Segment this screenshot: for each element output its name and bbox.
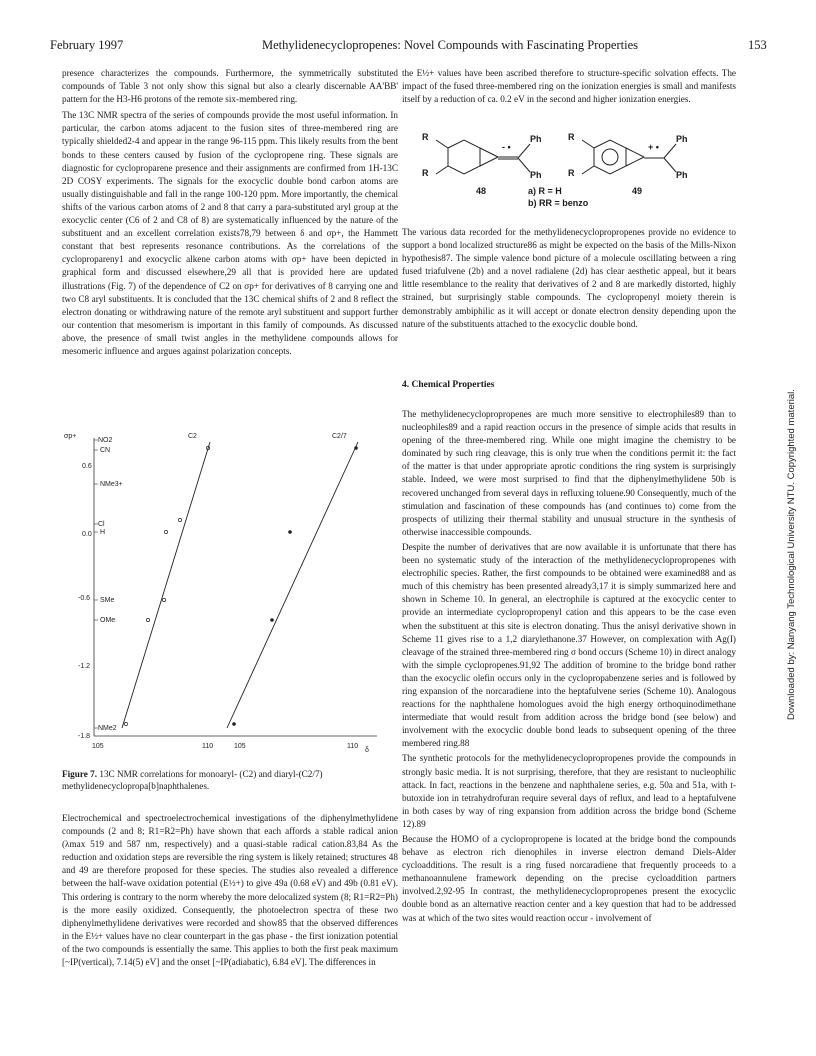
section-title: Chemical Properties xyxy=(411,380,495,390)
substituent-label: CN xyxy=(100,447,111,454)
ph-label: Ph xyxy=(676,134,688,144)
substituent-label: OMe xyxy=(100,617,116,624)
substituent-label: SMe xyxy=(100,597,115,604)
figure-label: Figure 7. xyxy=(62,769,98,779)
series-c2-points xyxy=(124,446,209,725)
y-tick-0: 0.0 xyxy=(82,531,92,538)
left-column-bottom xyxy=(62,812,398,969)
right-column-mid xyxy=(402,226,736,334)
running-title: Methylidenecyclopropenes: Novel Compounds with Fascinating Properties xyxy=(262,38,638,52)
y-tick-0.6: 0.6 xyxy=(82,463,92,470)
paragraph: The methylidenecyclopropropenes are much more sensitive to electrophiles89 than to nucleophiles89 and a rapid reaction occurs in the presence of simple acids that results in opening of the three-membered ring. While one might imagine the chemistry to be dominated by such ring cleavage, this is only true when the conditions permit it: the fact of the matter is that under appropriate aprotic conditions the ring system is surprisingly stable. Indeed, we were most surprised to find that the diphenylmethylidene 50b is recovered unchanged from several days in refluxing toluene.90 Consequently, much of the stimulation and fascination of these compounds has (and continues to) come from the prospects of utilizing their thermal stability and unusual structure in the synthesis of otherwise inaccessible compounds. xyxy=(402,409,736,537)
paragraph: The 13C NMR spectra of the series of compounds provide the most useful information. In particular, the carbon atoms adjacent to the fusion sites of three-membered ring are typically shielded2-4 and appear in the range 96-115 ppm. This likely results from the bent bonds to these centers caused by fusion of the cyclopropene ring. These signals are diagnostic for cycloproparene presence and their assignments are confirmed from 1H-13C 2D COSY experiments. The signals for the exocyclic double bond carbon atoms are usually distinguishable and fall in the range 100-120 ppm. More importantly, the chemical shifts of the various carbon atoms of 2 and 8 that carry a para-substituted aryl group at the exocyclic center (C6 of 2 and C8 of 8) are systematically influenced by the nature of the substituent and an excellent correlation exists78,79 between δ and σp+, the Hammett constant that best represents resonance contributions. As the correlations of the cyclopropareny1 and exocyclic alkene carbon atoms with σp+ have been depicted in graphical form and discussed elsewhere,29 all that is provided here are updated illustrations (Fig. 7) of the dependence of C2 on σp+ for derivatives of 8 carrying one and two C8 aryl substituents. It is concluded that the 13C chemical shifts of 2 and 8 reflect the electron donating or withdrawing nature of the remote aryl substituent and support further our contention that mesomerism is important in this family of compounds. As discussed above, the presence of small twist angles in the methylidene compounds allows for mesomeric influence and argues against polarization concepts. xyxy=(62,110,398,356)
right-column-bottom xyxy=(402,408,736,927)
substituent-label: NO2 xyxy=(98,437,113,444)
x-tick: 110 xyxy=(347,743,359,750)
y-axis-label: σp+ xyxy=(64,433,77,440)
ph-label: Ph xyxy=(530,134,542,144)
x-tick: 105 xyxy=(234,743,246,750)
paragraph: Despite the number of derivatives that are now available it is unfortunate that there has been no systematic study of the interaction of the methylidenecyclopropropenes with electrophilic species. Rather, the first compounds to be obtained were examined88 and as much of this chemistry has been presented already3,17 it is simply summarized here and shown in Scheme 10. In general, an electrophile is captured at the exocyclic center to provide an intermediate cyclopropropenyl cation and this appears to be the case even when the substituent at this site is electron donating. Thus the anisyl derivative shown in Scheme 11 gives rise to a 1,2 diarylethanone.37 However, on complexation with Ag(I) cleavage of the strained three-membered ring σ bond occurs (Scheme 10) in direct analogy with the simple cyclopropenes.91,92 The addition of bromine to the bridge bond rather than the exocyclic olefin occurs only in the cyclopropabenzene series and is followed by ring expansion of the norcaradiene into the heptafulvene series (Scheme 10). Analogous reactions for the naphthalene homologues avoid the high energy orthoquinodimethane intermediate that would result from addition across the bridge bond (see below) and involvement with the exocyclic double bond leads to subsequent opening of the three membered ring.88 xyxy=(402,541,736,749)
ph-label: Ph xyxy=(530,170,542,180)
y-tick-neg0.6: -0.6 xyxy=(78,595,91,602)
radical-anion-mark: - • xyxy=(502,142,511,152)
figure-7-caption xyxy=(62,768,398,792)
series-c2-label: C2 xyxy=(188,433,197,440)
legend-b: b) RR = benzo xyxy=(528,198,589,208)
x-axis-label: δ xyxy=(365,747,369,754)
left-column-top xyxy=(62,67,398,361)
right-column-top xyxy=(402,67,736,109)
radical-cation-mark: + • xyxy=(648,142,659,152)
substituent-label: Cl xyxy=(98,521,105,528)
compound-48-label: 48 xyxy=(476,186,487,196)
y-tick-neg1.2: -1.2 xyxy=(78,663,91,670)
r-label: R xyxy=(422,168,429,178)
r-label: R xyxy=(568,132,575,142)
legend-a: a) R = H xyxy=(528,186,562,196)
substituent-label: NMe3+ xyxy=(100,481,123,488)
paragraph: The synthetic protocols for the methylidenecyclopropropenes provide the compounds in strongly basic media. It is not surprising, therefore, that they are resistant to nucleophilic attack. In fact, reactions in the benzene and naphthalene series, e.g. 50a and 51a, with t-butoxide ion in tetrahydrofuran require several days of reflux, and lead to a heptafulvene in both cases by way of ring expansion from addition across the bridge bond (Scheme 12).89 xyxy=(402,753,736,829)
paragraph: the E½+ values have been ascribed therefore to structure-specific solvation effects. The impact of the fused three-membered ring on the ionization energies is small and manifests itself by a reduction of ca. 0.2 eV in the second and higher ionization energies. xyxy=(402,68,736,105)
paragraph: Because the HOMO of a cyclopropropene is located at the bridge bond the compounds behave as electron rich dienophiles in inverse electron demand Diels-Alder cycloadditions. The result is a ring fused norcaradiene that frequently proceeds to a methanoannulene framework depending on the precise cycloaddition partners involved.2,92-95 In contrast, the methylidenecyclopropropenes present the exocyclic double bond as an alternative reaction center and a key question that had to be addressed was at which of the two sites would reaction occur - involvement of xyxy=(402,834,736,923)
section-number: 4. xyxy=(402,380,410,390)
substituent-label: NMe2 xyxy=(98,725,117,732)
paragraph: presence characterizes the compounds. Furthermore, the symmetrically substituted compounds of Table 3 not only show this signal but also a clearly discernable AA'BB' pattern for the H3-H6 protons of the remote six-membered ring. xyxy=(62,68,398,105)
structures-48-49 xyxy=(418,128,718,214)
series-c27-points xyxy=(232,446,358,726)
x-tick: 105 xyxy=(92,743,104,750)
download-watermark: Downloaded by: Nanyang Technological University NTU. Copyrighted material. xyxy=(786,389,797,720)
substituent-label: H xyxy=(100,529,106,536)
figure-7-chart xyxy=(62,428,392,758)
figure-caption-text: 13C NMR correlations for monoaryl- (C2) and diaryl-(C2/7) methylidenecyclopropa[b]naphthalenes. xyxy=(62,769,323,791)
series-c27-line xyxy=(227,442,358,728)
running-date: February 1997 xyxy=(50,38,124,52)
section-heading xyxy=(402,380,494,390)
page-number: 153 xyxy=(748,38,767,52)
paragraph: The various data recorded for the methylidenecyclopropropenes provide no evidence to support a bond localized structure86 as might be expected on the basis of the Mills-Nixon hypothesis87. The simple valence bond picture of a molecule oscillating between a ring fused triafulvene (2b) and a novel radialene (2d) has clear aesthetic appeal, but it bears little resemblance to the reality that derivatives of 2 and 8 are markedly distorted, highly strained, but surprisingly stable compounds. The cyclopropenyl moiety therein is demonstrably ambiphilic as it will accept or donate electron density depending upon the nature of the substituents attached to the exocyclic double bond. xyxy=(402,227,736,329)
paragraph: Electrochemical and spectroelectrochemical investigations of the diphenylmethylidene compounds (2 and 8; R1=R2=Ph) have shown that each affords a stable radical anion (λmax 519 and 587 nm, respectively) and a quasi-stable radical cation.83,84 As the reduction and oxidation steps are reversible the ring system is likely retained; structures 48 and 49 are therefore proposed for these species. The studies also revealed a difference between the half-wave oxidation potential (E½+) to give 49a (0.68 eV) and 49b (0.81 eV). This ordering is contrary to the norm whereby the more delocalized system (8; R1=R2=Ph) is the more easily oxidized. Consequently, the photoelectron spectra of these two diphenylmethylidene derivatives were recorded and show85 that the observed differences in the E½+ values have no clear counterpart in the gas phase - the first ionization potential of the two compounds is essentially the same. This applies to both the first peak maximum [~IP(vertical), 7.14(5) eV] and the onset [~IP(adiabatic), 6.84 eV]. The differences in xyxy=(62,813,398,968)
r-label: R xyxy=(422,132,429,142)
ph-label: Ph xyxy=(676,170,688,180)
compound-49-label: 49 xyxy=(632,186,643,196)
series-c27-label: C2/7 xyxy=(332,433,347,440)
x-tick: 110 xyxy=(202,743,214,750)
y-tick-neg1.8: -1.8 xyxy=(78,733,91,740)
series-c2-line xyxy=(122,442,210,728)
r-label: R xyxy=(568,168,575,178)
